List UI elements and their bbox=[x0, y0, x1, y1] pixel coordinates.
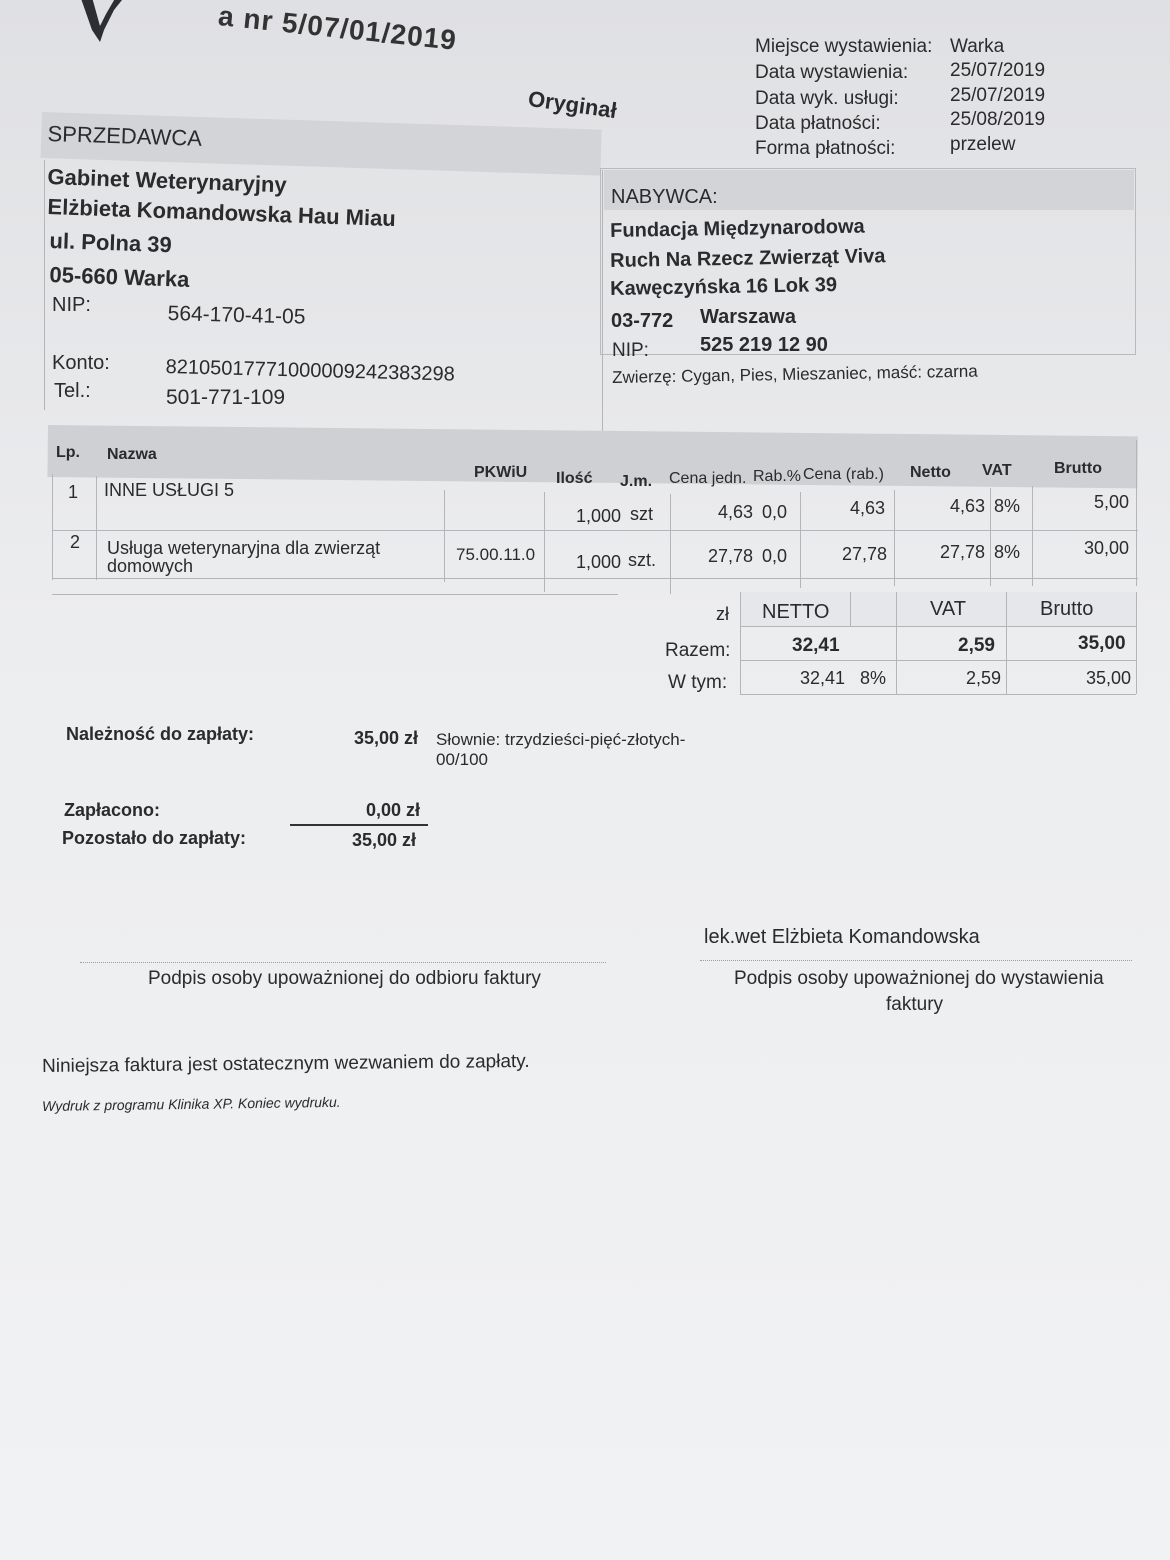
seller-tel: 501-771-109 bbox=[166, 386, 286, 409]
razem-brutto: 35,00 bbox=[1078, 633, 1126, 654]
meta-value-payment-form: przelew bbox=[950, 134, 1016, 155]
summary-divider-3 bbox=[740, 694, 1136, 695]
row1-price-disc: 4,63 bbox=[850, 498, 886, 518]
seller-tel-label: Tel.: bbox=[54, 380, 91, 402]
invoice-number: a nr 5/07/01/2019 bbox=[216, 0, 459, 56]
col-brutto: Brutto bbox=[1054, 460, 1102, 477]
col-cena-jedn: Cena jedn. bbox=[669, 470, 747, 487]
issuer-signature-caption-1: Podpis osoby upoważnionej do wystawienia bbox=[734, 968, 1104, 989]
amount-in-words-2: 00/100 bbox=[436, 750, 488, 769]
row2-netto: 27,78 bbox=[940, 542, 986, 562]
summary-divider-1 bbox=[740, 626, 1136, 627]
wtym-netto: 32,41 bbox=[800, 668, 846, 688]
buyer-postcode: 03-772 bbox=[611, 310, 674, 332]
meta-value-payment-date: 25/08/2019 bbox=[950, 109, 1046, 130]
buyer-nip: 525 219 12 90 bbox=[700, 334, 828, 356]
meta-label-payment-form: Forma płatności: bbox=[755, 138, 896, 159]
paid-underline bbox=[290, 824, 428, 826]
buyer-nip-label: NIP: bbox=[612, 340, 649, 361]
row1-qty: 1,000 bbox=[576, 506, 622, 526]
vline-lp bbox=[96, 476, 97, 580]
final-notice: Niniejsza faktura jest ostatecznym wezwaniem do zapłaty. bbox=[42, 1050, 530, 1077]
animal-info: Zwierzę: Cygan, Pies, Mieszaniec, maść: czarna bbox=[612, 361, 978, 387]
row2-unit: szt. bbox=[628, 550, 657, 570]
col-vat: VAT bbox=[982, 462, 1012, 479]
issuer-signature-caption-2: faktury bbox=[886, 994, 944, 1015]
col-pkwiu: PKWiU bbox=[474, 464, 528, 481]
meta-label-payment-date: Data płatności: bbox=[755, 113, 881, 134]
meta-label-issue-date: Data wystawienia: bbox=[755, 62, 909, 83]
paid-label: Zapłacono: bbox=[64, 800, 161, 820]
summary-col-brutto: Brutto bbox=[1040, 598, 1094, 620]
razem-vat: 2,59 bbox=[958, 635, 995, 656]
receiver-signature-caption: Podpis osoby upoważnionej do odbioru faktury bbox=[148, 968, 541, 989]
row1-name: INNE USŁUGI 5 bbox=[104, 480, 235, 500]
issuer-signature-line bbox=[700, 960, 1132, 961]
summary-vline-1 bbox=[850, 592, 851, 626]
buyer-heading: NABYWCA: bbox=[611, 186, 718, 208]
seller-nip: 564-170-41-05 bbox=[167, 302, 306, 329]
vline-name bbox=[444, 490, 445, 582]
items-table-header-bar bbox=[47, 425, 1137, 488]
row1-lp: 1 bbox=[68, 482, 79, 502]
buyer-name-1: Fundacja Międzynarodowa bbox=[610, 215, 865, 242]
vline-0 bbox=[52, 474, 53, 580]
wtym-rate: 8% bbox=[860, 668, 887, 688]
summary-vline-2 bbox=[896, 592, 897, 694]
clinic-logo-icon bbox=[70, 0, 140, 50]
razem-netto: 32,41 bbox=[792, 635, 840, 656]
wtym-brutto: 35,00 bbox=[1086, 668, 1132, 688]
row1-vat: 8% bbox=[994, 496, 1021, 516]
meta-value-place: Warka bbox=[950, 36, 1005, 57]
col-netto: Netto bbox=[910, 464, 951, 481]
summary-vline-0 bbox=[740, 592, 741, 694]
summary-vline-3 bbox=[1006, 592, 1007, 694]
vline-jm bbox=[670, 494, 671, 594]
amount-in-words-1: Słownie: trzydzieści-pięć-złotych- bbox=[436, 730, 686, 749]
printout-note: Wydruk z programu Klinika XP. Koniec wydruku. bbox=[42, 1093, 341, 1114]
wtym-label: W tym: bbox=[668, 672, 728, 693]
row2-vat: 8% bbox=[994, 542, 1021, 562]
row2-pkwiu: 75.00.11.0 bbox=[456, 545, 536, 564]
seller-nip-label: NIP: bbox=[52, 294, 91, 316]
vline-vat bbox=[1032, 486, 1033, 586]
summary-col-vat: VAT bbox=[930, 598, 966, 620]
row2-discount: 0,0 bbox=[762, 546, 788, 566]
paid-amount: 0,00 zł bbox=[366, 800, 421, 820]
vline-pkwiu bbox=[544, 492, 545, 592]
summary-vline-4 bbox=[1136, 592, 1137, 694]
wtym-vat: 2,59 bbox=[966, 668, 1002, 688]
razem-label: Razem: bbox=[665, 640, 731, 661]
summary-col-netto: NETTO bbox=[762, 601, 830, 623]
remaining-label: Pozostało do zapłaty: bbox=[62, 828, 247, 848]
meta-label-service-date: Data wyk. usługi: bbox=[755, 88, 899, 109]
col-rabat: Rab.% bbox=[753, 468, 802, 485]
summary-currency: zł bbox=[716, 604, 729, 624]
row1-netto: 4,63 bbox=[950, 496, 986, 516]
row2-name-2: domowych bbox=[107, 556, 194, 576]
row-divider-1 bbox=[52, 530, 1138, 531]
col-jm: J.m. bbox=[620, 473, 653, 490]
summary-divider-2 bbox=[740, 660, 1136, 661]
seller-name-2: Elżbieta Komandowska Hau Miau bbox=[47, 194, 397, 232]
seller-city: 05-660 Warka bbox=[49, 262, 190, 292]
buyer-city: Warszawa bbox=[700, 306, 796, 328]
vline-netto bbox=[990, 488, 991, 586]
vline-rab bbox=[800, 492, 801, 588]
row-divider-2 bbox=[52, 578, 1138, 579]
receiver-signature-line bbox=[80, 962, 606, 963]
buyer-street: Kawęczyńska 16 Lok 39 bbox=[610, 274, 838, 300]
meta-label-place: Miejsce wystawienia: bbox=[755, 36, 933, 57]
table-bottom-left bbox=[52, 594, 618, 595]
seller-street: ul. Polna 39 bbox=[49, 228, 173, 258]
row2-name-1: Usługa weterynaryjna dla zwierząt bbox=[107, 538, 381, 558]
col-ilosc: Ilość bbox=[556, 470, 593, 487]
vline-end bbox=[1136, 440, 1137, 586]
col-lp: Lp. bbox=[56, 444, 80, 461]
seller-konto: 82105017771000009242383298 bbox=[165, 356, 456, 386]
seller-box-left-border bbox=[44, 160, 45, 410]
row1-brutto: 5,00 bbox=[1094, 492, 1130, 512]
row1-unit: szt bbox=[630, 504, 654, 524]
row1-price: 4,63 bbox=[718, 502, 754, 522]
meta-value-issue-date: 25/07/2019 bbox=[950, 60, 1046, 81]
row2-brutto: 30,00 bbox=[1084, 538, 1130, 558]
row2-price: 27,78 bbox=[708, 546, 754, 566]
buyer-name-2: Ruch Na Rzecz Zwierząt Viva bbox=[610, 245, 886, 272]
remaining-amount: 35,00 zł bbox=[352, 830, 417, 850]
due-amount: 35,00 zł bbox=[354, 728, 419, 748]
col-cena-rab: Cena (rab.) bbox=[803, 466, 884, 483]
vline-cena-rab bbox=[894, 490, 895, 586]
copy-label: Oryginał bbox=[526, 86, 619, 124]
meta-value-service-date: 25/07/2019 bbox=[950, 85, 1046, 106]
row1-discount: 0,0 bbox=[762, 502, 788, 522]
col-nazwa: Nazwa bbox=[107, 446, 157, 463]
row2-price-disc: 27,78 bbox=[842, 544, 888, 564]
row2-lp: 2 bbox=[70, 532, 81, 552]
row2-qty: 1,000 bbox=[576, 552, 622, 572]
seller-heading: SPRZEDAWCA bbox=[47, 121, 203, 151]
due-label: Należność do zapłaty: bbox=[66, 724, 255, 744]
seller-name-1: Gabinet Weterynaryjny bbox=[47, 164, 288, 198]
seller-konto-label: Konto: bbox=[52, 352, 110, 374]
issuer-name: lek.wet Elżbieta Komandowska bbox=[704, 926, 980, 948]
